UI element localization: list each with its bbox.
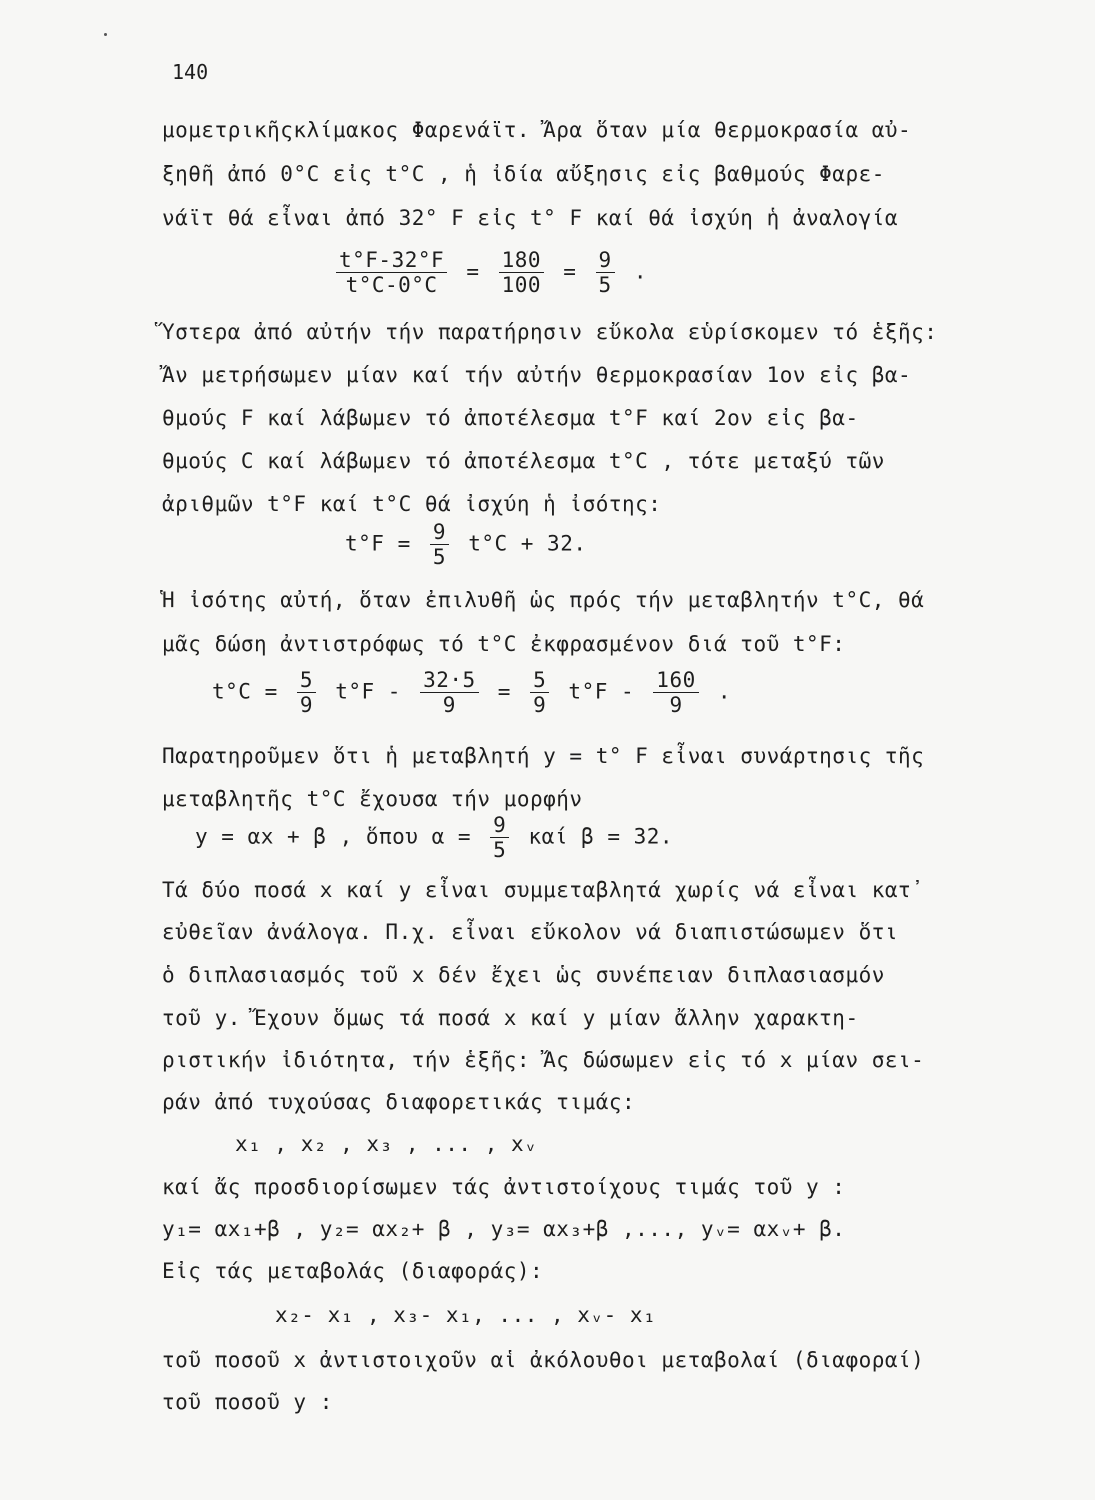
text-line: Ἄν μετρήσωμεν μίαν καί τήν αὐτήν θερμοκρασίαν 1ον εἰς βα- [162,363,912,387]
fraction: $\frac{9}{5}$ [596,248,615,297]
text-line: εὐθεῖαν ἀνάλογα. Π.χ. εἶναι εὔκολον νά διαπιστώσωμεν ὅτι [162,920,899,944]
text-line: νάϊτ θά εἶναι ἀπό 32° F εἰς t° F καί θά ἰσχύη ἡ ἀναλογία [162,206,899,230]
text-line: μομετρικῆςκλίμακος Φαρενάϊτ. Ἄρα ὅταν μία θερμοκρασία αὐ- [162,118,912,142]
text-line: ξηθῆ ἀπό 0°C εἰς t°C , ἡ ἰδία αὔξησις εἰς βαθμούς Φαρε- [162,162,885,186]
text-line: ράν ἀπό τυχούσας διαφορετικάς τιμάς: [162,1090,636,1114]
text-line: ἀριθμῶν t°F καί t°C θά ἰσχύη ἡ ἰσότης: [162,492,662,516]
text-line: τοῦ ποσοῦ y : [162,1390,333,1414]
fraction: $\frac{5}{9}$ [297,668,316,717]
text-line: Παρατηροῦμεν ὅτι ἡ μεταβλητή y = t° F εἶναι συνάρτησις τῆς [162,744,925,768]
text-line: θμούς F καί λάβωμεν τό ἀποτέλεσμα t°F καί 2ον εἰς βα- [162,406,859,430]
text-line: Εἰς τάς μεταβολάς (διαφοράς): [162,1259,544,1283]
fraction: $\frac{t^\circ F-32^\circ F}{t^\circ C-0^\circ C}$ [336,248,447,297]
text-line: Ὕστερα ἀπό αὐτήν τήν παρατήρησιν εὔκολα εὑρίσκομεν τό ἑξῆς: [162,320,938,344]
equation-celsius: t°C = $\frac{5}{9}$ t°F - $\frac{32\cdot 5}{9}$ = $\frac{5}{9}$ t°F - $\frac{160}{9}$ . [212,668,732,718]
equation-fahrenheit: t°F = $\frac{9}{5}$ t°C + 32. [345,520,587,570]
fraction: $\frac{180}{100}$ [499,248,544,297]
equation-differences: x₂- x₁ , x₃- x₁, ... , xᵥ- x₁ [275,1303,657,1327]
text-line: θμούς C καί λάβωμεν τό ἀποτέλεσμα t°C , τότε μεταξύ τῶν [162,449,885,473]
text-line: ριστικήν ἰδιότητα, τήν ἑξῆς: Ἄς δώσωμεν εἰς τό x μίαν σει- [162,1048,925,1072]
text-line: y₁= αx₁+β , y₂= αx₂+ β , y₃= αx₃+β ,..., yᵥ= αxᵥ+ β. [162,1217,846,1241]
page-number: 140 [172,60,209,84]
text-line: ὁ διπλασιασμός τοῦ x δέν ἔχει ὡς συνέπειαν διπλασιασμόν [162,963,885,987]
fraction: $\frac{5}{9}$ [530,668,549,717]
text-line: μεταβλητῆς t°C ἔχουσα τήν μορφήν [162,787,583,811]
text-line: τοῦ y. Ἔχουν ὅμως τά ποσά x καί y μίαν ἄλλην χαρακτη- [162,1006,859,1030]
text-line: Ἡ ἰσότης αὐτή, ὅταν ἐπιλυθῆ ὡς πρός τήν μεταβλητήν t°C, θά [162,588,925,612]
text-line: τοῦ ποσοῦ x ἀντιστοιχοῦν αἱ ἀκόλουθοι μεταβολαί (διαφοραί) [162,1348,925,1372]
fraction: $\frac{32\cdot 5}{9}$ [420,668,479,717]
equation-ratio: $\frac{t^\circ F-32^\circ F}{t^\circ C-0^\circ C}$ = $\frac{180}{100}$ = $\frac{9}{5}$ . [330,248,647,297]
equation-x-sequence: x₁ , x₂ , x₃ , ... , xᵥ [235,1132,538,1156]
equation-linear: y = αx + β , ὅπου α = $\frac{9}{5}$ καί β = 32. [195,813,674,863]
text-line: Τά δύο ποσά x καί y εἶναι συμμεταβλητά χωρίς νά εἶναι κατ᾽ [162,878,925,902]
fraction: $\frac{9}{5}$ [490,813,509,862]
text-line: καί ἄς προσδιορίσωμεν τάς ἀντιστοίχους τιμάς τοῦ y : [162,1175,846,1199]
fraction: $\frac{160}{9}$ [653,668,698,717]
fraction: $\frac{9}{5}$ [430,520,449,569]
scan-speck [104,33,107,36]
text-line: μᾶς δώση ἀντιστρόφως τό t°C ἐκφρασμένον διά τοῦ t°F: [162,632,846,656]
